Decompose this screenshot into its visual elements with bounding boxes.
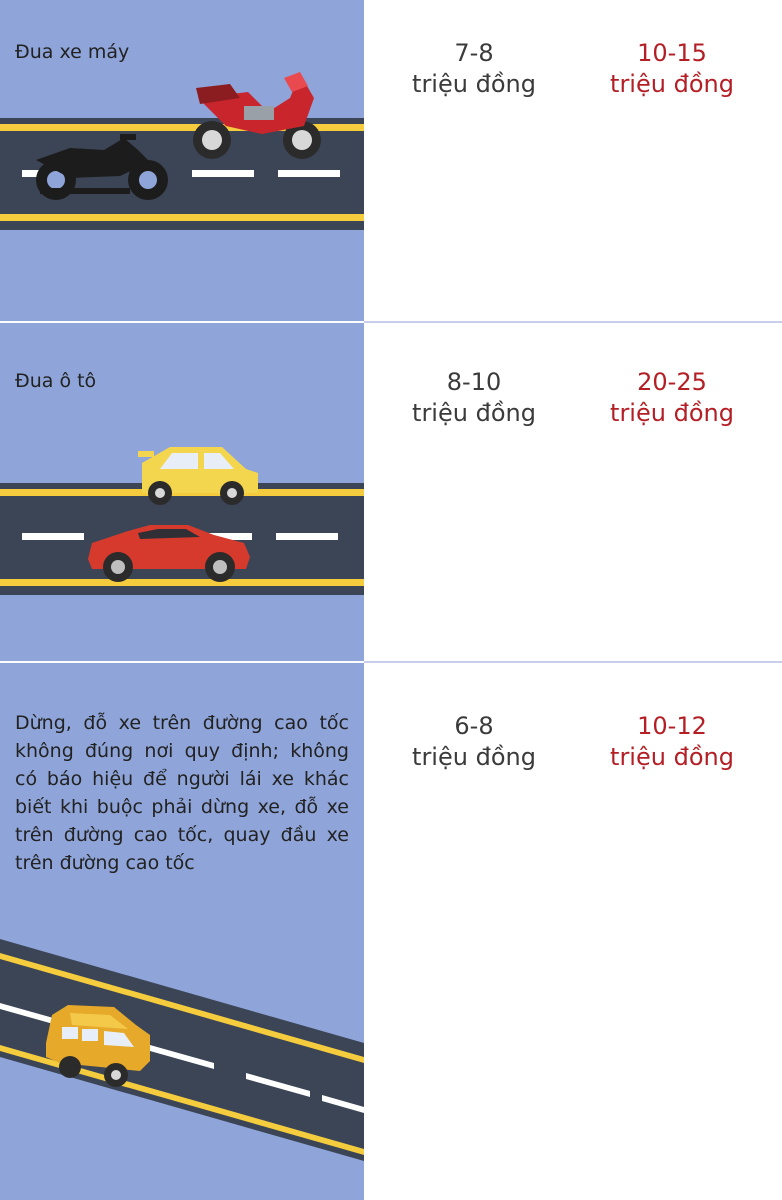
new-fine [572,38,772,100]
new-fine-unit: triệu đồng [610,399,734,427]
old-fine [384,38,564,100]
new-fine [572,711,772,773]
old-fine-amount: 7-8 [454,39,494,67]
fine-cell [364,323,782,661]
old-fine-amount: 8-10 [446,368,502,396]
new-fine-amount: 20-25 [637,368,707,396]
fine-cell [364,663,782,1200]
fine-cell [364,0,782,322]
old-fine-unit: triệu đồng [412,399,536,427]
new-fine-amount: 10-12 [637,712,707,740]
violation-cell [0,323,364,661]
new-fine-unit: triệu đồng [610,70,734,98]
old-fine [384,367,564,429]
violation-text: Đua ô tô [15,370,97,392]
old-fine-unit: triệu đồng [412,743,536,771]
new-fine-unit: triệu đồng [610,743,734,771]
old-fine [384,711,564,773]
violation-cell [0,0,364,322]
old-fine-unit: triệu đồng [412,70,536,98]
violation-text: Dừng, đỗ xe trên đường cao tốc không đúng nơi quy định; không có báo hiệu để người lái xe khác biết khi buộc phải dừng xe, đỗ xe trên đường cao tốc, quay đầu xe trên đường cao tốc [15,712,349,874]
violation-cell [0,663,364,1200]
new-fine [572,367,772,429]
table-row [0,323,782,661]
table-row [0,0,782,322]
new-fine-amount: 10-15 [637,39,707,67]
violation-text: Đua xe máy [15,41,130,63]
table-row [0,663,782,1200]
old-fine-amount: 6-8 [454,712,494,740]
